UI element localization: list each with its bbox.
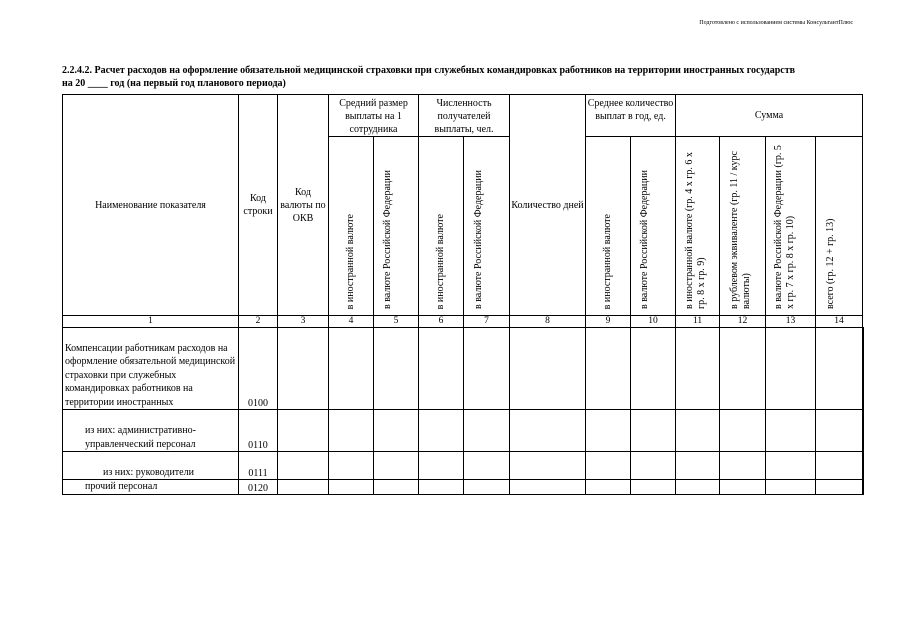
row-code: 0110	[239, 410, 278, 452]
data-cell[interactable]	[676, 452, 720, 480]
data-cell[interactable]	[631, 452, 676, 480]
col-number: 12	[720, 316, 766, 328]
col-avg-header: Средний размер выплаты на 1 сотрудника	[329, 95, 419, 137]
data-cell[interactable]	[329, 480, 374, 495]
title-line-2: на 20 ____ год (на первый год планового периода)	[62, 78, 286, 89]
data-cell[interactable]	[278, 328, 329, 410]
row-name: Компенсации работникам расходов на оформление обязательной медицинской страховки при служебных командировках работников на территории иностранных	[63, 328, 239, 410]
col-number: 2	[239, 316, 278, 328]
data-cell[interactable]	[329, 452, 374, 480]
col14-header: всего (гр. 12 + гр. 13)	[816, 137, 863, 316]
data-cell[interactable]	[816, 328, 863, 410]
data-cell[interactable]	[329, 328, 374, 410]
col-number: 6	[419, 316, 464, 328]
col-number: 1	[63, 316, 239, 328]
document-title	[62, 64, 862, 90]
col10-header: в валюте Российской Федерации	[631, 137, 676, 316]
row-name: прочий персонал	[63, 480, 239, 495]
data-cell[interactable]	[419, 480, 464, 495]
col-number: 7	[464, 316, 510, 328]
data-cell[interactable]	[464, 480, 510, 495]
data-cell[interactable]	[464, 328, 510, 410]
data-cell[interactable]	[510, 452, 586, 480]
col-number: 11	[676, 316, 720, 328]
col-sum-header: Сумма	[676, 95, 863, 137]
table-row	[63, 328, 863, 410]
data-cell[interactable]	[676, 410, 720, 452]
data-cell[interactable]	[586, 480, 631, 495]
title-line-1: 2.2.4.2. Расчет расходов на оформление обязательной медицинской страховки при служебных командировках работников на территории иностранных государств	[62, 65, 796, 76]
col-number: 4	[329, 316, 374, 328]
data-cell[interactable]	[766, 410, 816, 452]
col5-header: в валюте Российской Федерации	[374, 137, 419, 316]
col-days-header: Количество дней	[510, 95, 586, 316]
data-cell[interactable]	[374, 328, 419, 410]
column-numbers-row	[63, 316, 863, 328]
data-cell[interactable]	[586, 328, 631, 410]
data-cell[interactable]	[766, 452, 816, 480]
col-count-header: Численность получателей выплаты, чел.	[419, 95, 510, 137]
data-cell[interactable]	[766, 480, 816, 495]
header-row-1	[63, 95, 863, 137]
data-cell[interactable]	[329, 410, 374, 452]
data-cell[interactable]	[464, 410, 510, 452]
data-cell[interactable]	[374, 480, 419, 495]
data-cell[interactable]	[586, 452, 631, 480]
data-cell[interactable]	[419, 452, 464, 480]
col11-header: в иностранной валюте (гр. 4 х гр. 6 х гр. 8 х гр. 9)	[676, 137, 720, 316]
data-cell[interactable]	[278, 410, 329, 452]
table-row	[63, 452, 863, 480]
row-code: 0120	[239, 480, 278, 495]
data-cell[interactable]	[816, 452, 863, 480]
col9-header: в иностранной валюте	[586, 137, 631, 316]
data-cell[interactable]	[374, 410, 419, 452]
data-cell[interactable]	[720, 452, 766, 480]
col-number: 14	[816, 316, 863, 328]
data-cell[interactable]	[816, 410, 863, 452]
col-avgcount-header: Среднее количество выплат в год, ед.	[586, 95, 676, 137]
calculation-table	[62, 94, 864, 495]
data-cell[interactable]	[510, 328, 586, 410]
data-cell[interactable]	[631, 480, 676, 495]
data-cell[interactable]	[419, 328, 464, 410]
col6-header: в иностранной валюте	[419, 137, 464, 316]
col-number: 5	[374, 316, 419, 328]
data-cell[interactable]	[766, 328, 816, 410]
col-code-header: Код строки	[239, 95, 278, 316]
col-number: 9	[586, 316, 631, 328]
data-cell[interactable]	[464, 452, 510, 480]
data-cell[interactable]	[278, 480, 329, 495]
data-cell[interactable]	[510, 410, 586, 452]
row-name: из них: руководители	[63, 452, 239, 480]
data-cell[interactable]	[631, 410, 676, 452]
col12-header: в рублевом эквиваленте (гр. 11 / курс валюты)	[720, 137, 766, 316]
data-cell[interactable]	[676, 328, 720, 410]
table-row	[63, 410, 863, 452]
col-name-header: Наименование показателя	[63, 95, 239, 316]
col-number: 8	[510, 316, 586, 328]
data-cell[interactable]	[586, 410, 631, 452]
row-name: из них: административно-управленческий персонал	[63, 410, 239, 452]
data-cell[interactable]	[278, 452, 329, 480]
watermark: Подготовлено с использованием системы КонсультантПлюс	[699, 20, 853, 26]
row-code: 0111	[239, 452, 278, 480]
data-cell[interactable]	[720, 480, 766, 495]
col-number: 10	[631, 316, 676, 328]
col4-header: в иностранной валюте	[329, 137, 374, 316]
data-cell[interactable]	[374, 452, 419, 480]
table-row	[63, 480, 863, 495]
data-cell[interactable]	[720, 328, 766, 410]
col13-header: в валюте Российской Федерации (гр. 5 х гр. 7 х гр. 8 х гр. 10)	[766, 137, 816, 316]
col-number: 3	[278, 316, 329, 328]
data-cell[interactable]	[510, 480, 586, 495]
data-cell[interactable]	[419, 410, 464, 452]
col7-header: в валюте Российской Федерации	[464, 137, 510, 316]
data-cell[interactable]	[676, 480, 720, 495]
data-cell[interactable]	[816, 480, 863, 495]
data-cell[interactable]	[631, 328, 676, 410]
row-code: 0100	[239, 328, 278, 410]
col-okv-header: Код валюты по ОКВ	[278, 95, 329, 316]
col-number: 13	[766, 316, 816, 328]
data-cell[interactable]	[720, 410, 766, 452]
